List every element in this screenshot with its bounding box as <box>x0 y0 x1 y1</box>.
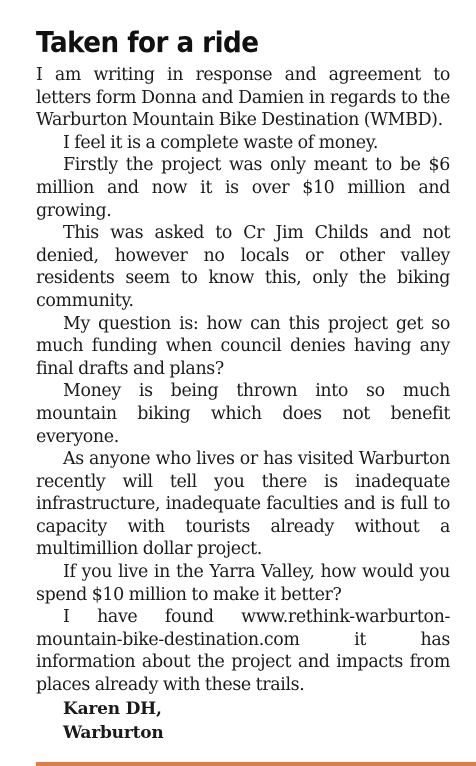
bottom-rule <box>36 762 476 766</box>
letter-paragraph: I have found www.rethink-warburton-mountain-bike-destination.com it has information about the project and impacts from places already with these trails. <box>36 607 450 696</box>
letter-paragraph: If you live in the Yarra Valley, how would you spend $10 million to make it better? <box>36 562 450 605</box>
author-name: Karen DH, <box>63 698 162 719</box>
letter-body <box>36 64 450 697</box>
letter-article <box>36 22 450 746</box>
letter-paragraph: This was asked to Cr Jim Childs and not denied, however no locals or other valley residents seem to know this, only the biking community. <box>36 223 450 311</box>
letter-paragraph: My question is: how can this project get so much funding when council denies having any final drafts and plans? <box>36 313 450 379</box>
author-location: Warburton <box>63 723 164 744</box>
letter-paragraph: As anyone who lives or has visited Warburton recently will tell you there is inadequate infrastructure, inadequate faculties and is full to capacity with tourists already without a multimillion dollar project. <box>36 449 450 560</box>
letter-paragraph: Money is being thrown into so much mountain biking which does not benefit everyone. <box>36 381 450 447</box>
letter-paragraph: I feel it is a complete waste of money. <box>63 132 379 153</box>
letter-headline: Taken for a ride <box>36 26 259 59</box>
letter-paragraph: I am writing in response and agreement to letters form Donna and Damien in regards to the Warburton Mountain Bike Destination (WMBD). <box>36 65 450 131</box>
letter-paragraph: Firstly the project was only meant to be $6 million and now it is over $10 million and growing. <box>36 155 450 221</box>
letter-signature <box>36 697 450 746</box>
